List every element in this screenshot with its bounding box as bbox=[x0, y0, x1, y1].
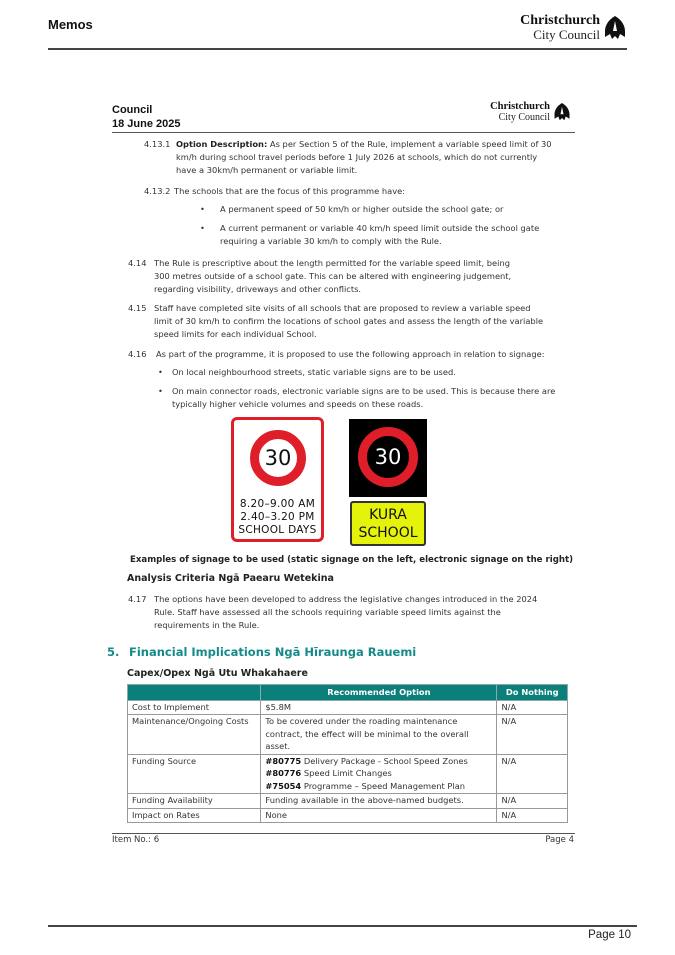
row-label: Maintenance/Ongoing Costs bbox=[128, 715, 261, 755]
inner-logo-line2: City Council bbox=[498, 111, 550, 123]
recommended-value: Funding available in the above-named budgets. bbox=[261, 794, 497, 809]
school-label: SCHOOL bbox=[358, 525, 418, 541]
recommended-value: None bbox=[261, 808, 497, 823]
paragraph-number: 4.15 bbox=[128, 303, 147, 313]
cathedral-icon bbox=[603, 15, 627, 41]
funding-line bbox=[265, 767, 492, 780]
paragraph-number: 4.16 bbox=[128, 349, 147, 359]
recommended-value: $5.8M bbox=[261, 700, 497, 715]
bullet-text: A permanent speed of 50 km/h or higher outside the school gate; or bbox=[220, 204, 504, 214]
row-label: Funding Availability bbox=[128, 794, 261, 809]
do-nothing-value: N/A bbox=[497, 754, 568, 794]
row-label: Funding Source bbox=[128, 754, 261, 794]
bullet-icon: • bbox=[158, 386, 163, 396]
text-line: As per Section 5 of the Rule, implement a variable speed limit of 30 bbox=[267, 139, 552, 149]
paragraph-text: As part of the programme, it is proposed to use the following approach in relation to signage: bbox=[156, 349, 545, 359]
column-header-label bbox=[128, 685, 261, 701]
funding-text: Speed Limit Changes bbox=[301, 768, 392, 778]
text-line: have a 30km/h permanent or variable limit. bbox=[176, 165, 358, 175]
text-line: km/h during school travel periods before 1 July 2026 at schools, which do not currently bbox=[176, 152, 538, 162]
analysis-heading: Analysis Criteria Ngā Paearu Wetekina bbox=[127, 573, 334, 584]
bullet-icon: • bbox=[158, 367, 163, 377]
paragraph-text: The schools that are the focus of this programme have: bbox=[174, 186, 406, 196]
bullet-text bbox=[172, 385, 555, 411]
electronic-speed-sign bbox=[349, 419, 427, 497]
memo-title: Memos bbox=[48, 17, 93, 32]
funding-code: #80776 bbox=[265, 768, 302, 778]
logo-line2: City Council bbox=[533, 27, 600, 42]
text-line: Staff have completed site visits of all schools that are proposed to review a variable speed bbox=[154, 303, 531, 313]
column-header-recommended: Recommended Option bbox=[261, 685, 497, 701]
logo-line1: Christchurch bbox=[520, 13, 600, 28]
inner-footer-rule bbox=[112, 833, 575, 834]
text-line: speed limits for each individual School. bbox=[154, 329, 317, 339]
do-nothing-value: N/A bbox=[497, 794, 568, 809]
static-speed-sign bbox=[231, 417, 324, 542]
recommended-value: To be covered under the roading maintenance contract, the effect will be minimal to the overall asset. bbox=[261, 715, 497, 755]
row-label: Cost to Implement bbox=[128, 700, 261, 715]
kura-school-sign bbox=[350, 501, 426, 546]
recommended-value bbox=[261, 754, 497, 794]
column-header-do-nothing: Do Nothing bbox=[497, 685, 568, 701]
capex-opex-heading: Capex/Opex Ngā Utu Whakahaere bbox=[127, 668, 308, 679]
table-row bbox=[128, 808, 568, 823]
table-header-row bbox=[128, 685, 568, 701]
text-line: A current permanent or variable 40 km/h speed limit outside the school gate bbox=[220, 223, 540, 233]
section-title: Financial Implications Ngā Hīraunga Rauemi bbox=[129, 645, 417, 659]
paragraph-number: 4.13.1 bbox=[144, 139, 171, 149]
meeting-name: Council bbox=[112, 104, 153, 116]
meeting-date: 18 June 2025 bbox=[112, 118, 181, 130]
bullet-text bbox=[220, 222, 539, 248]
section-number: 5. bbox=[107, 645, 120, 659]
sign-times bbox=[234, 498, 321, 537]
table-row bbox=[128, 715, 568, 755]
paragraph-number: 4.13.2 bbox=[144, 186, 171, 196]
paragraph-number: 4.17 bbox=[128, 594, 147, 604]
table-row bbox=[128, 754, 568, 794]
text-line: Rule. Staff have assessed all the schools requiring variable speed limits against the bbox=[154, 607, 501, 617]
text-line: typically higher vehicle volumes and speeds on these roads. bbox=[172, 399, 424, 409]
section-5-heading bbox=[107, 645, 416, 659]
option-description-label: Option Description: bbox=[176, 139, 268, 149]
inner-logo-line1: Christchurch bbox=[490, 101, 550, 112]
item-number: Item No.: 6 bbox=[112, 835, 160, 845]
signage-caption: Examples of signage to be used (static signage on the left, electronic signage on the right) bbox=[130, 555, 573, 565]
sign-time-line: 2.40–3.20 PM bbox=[240, 511, 315, 523]
bullet-icon: • bbox=[200, 204, 205, 214]
text-line: The Rule is prescriptive about the length permitted for the variable speed limit, being bbox=[154, 258, 510, 268]
table-row bbox=[128, 794, 568, 809]
text-line: requiring a variable 30 km/h to comply with the Rule. bbox=[220, 236, 442, 246]
text-line: The options have been developed to address the legislative changes introduced in the 2024 bbox=[154, 594, 538, 604]
funding-code: #80775 bbox=[265, 755, 302, 766]
page-number: Page 10 bbox=[588, 929, 631, 941]
footer-rule bbox=[48, 925, 637, 927]
electronic-speed-roundel: 30 bbox=[358, 427, 418, 487]
table-row bbox=[128, 700, 568, 715]
financial-table bbox=[127, 684, 568, 823]
funding-text: Programme – Speed Management Plan bbox=[301, 780, 466, 791]
do-nothing-value: N/A bbox=[497, 715, 568, 755]
text-line: On main connector roads, electronic variable signs are to be used. This is because there are bbox=[172, 386, 556, 396]
speed-limit-roundel: 30 bbox=[250, 430, 306, 486]
text-line: 300 metres outside of a school gate. This can be altered with engineering judgement, bbox=[154, 271, 512, 281]
funding-line bbox=[265, 755, 492, 768]
sign-time-line: SCHOOL DAYS bbox=[238, 524, 317, 536]
paragraph-number: 4.14 bbox=[128, 258, 147, 268]
text-line: limit of 30 km/h to confirm the locations of school gates and assess the length of the variable bbox=[154, 316, 544, 326]
funding-line bbox=[265, 780, 492, 793]
do-nothing-value: N/A bbox=[497, 808, 568, 823]
do-nothing-value: N/A bbox=[497, 700, 568, 715]
text-line: regarding visibility, driveways and other conflicts. bbox=[154, 284, 362, 294]
funding-text: Delivery Package - School Speed Zones bbox=[301, 755, 468, 766]
bullet-text: On local neighbourhood streets, static variable signs are to be used. bbox=[172, 367, 456, 377]
text-line: requirements in the Rule. bbox=[154, 620, 260, 630]
sign-time-line: 8.20–9.00 AM bbox=[239, 498, 316, 510]
kura-label: KURA bbox=[369, 507, 407, 523]
inner-page-number: Page 4 bbox=[545, 835, 574, 845]
funding-code: #75054 bbox=[265, 780, 302, 791]
bullet-icon: • bbox=[200, 223, 205, 233]
row-label: Impact on Rates bbox=[128, 808, 261, 823]
